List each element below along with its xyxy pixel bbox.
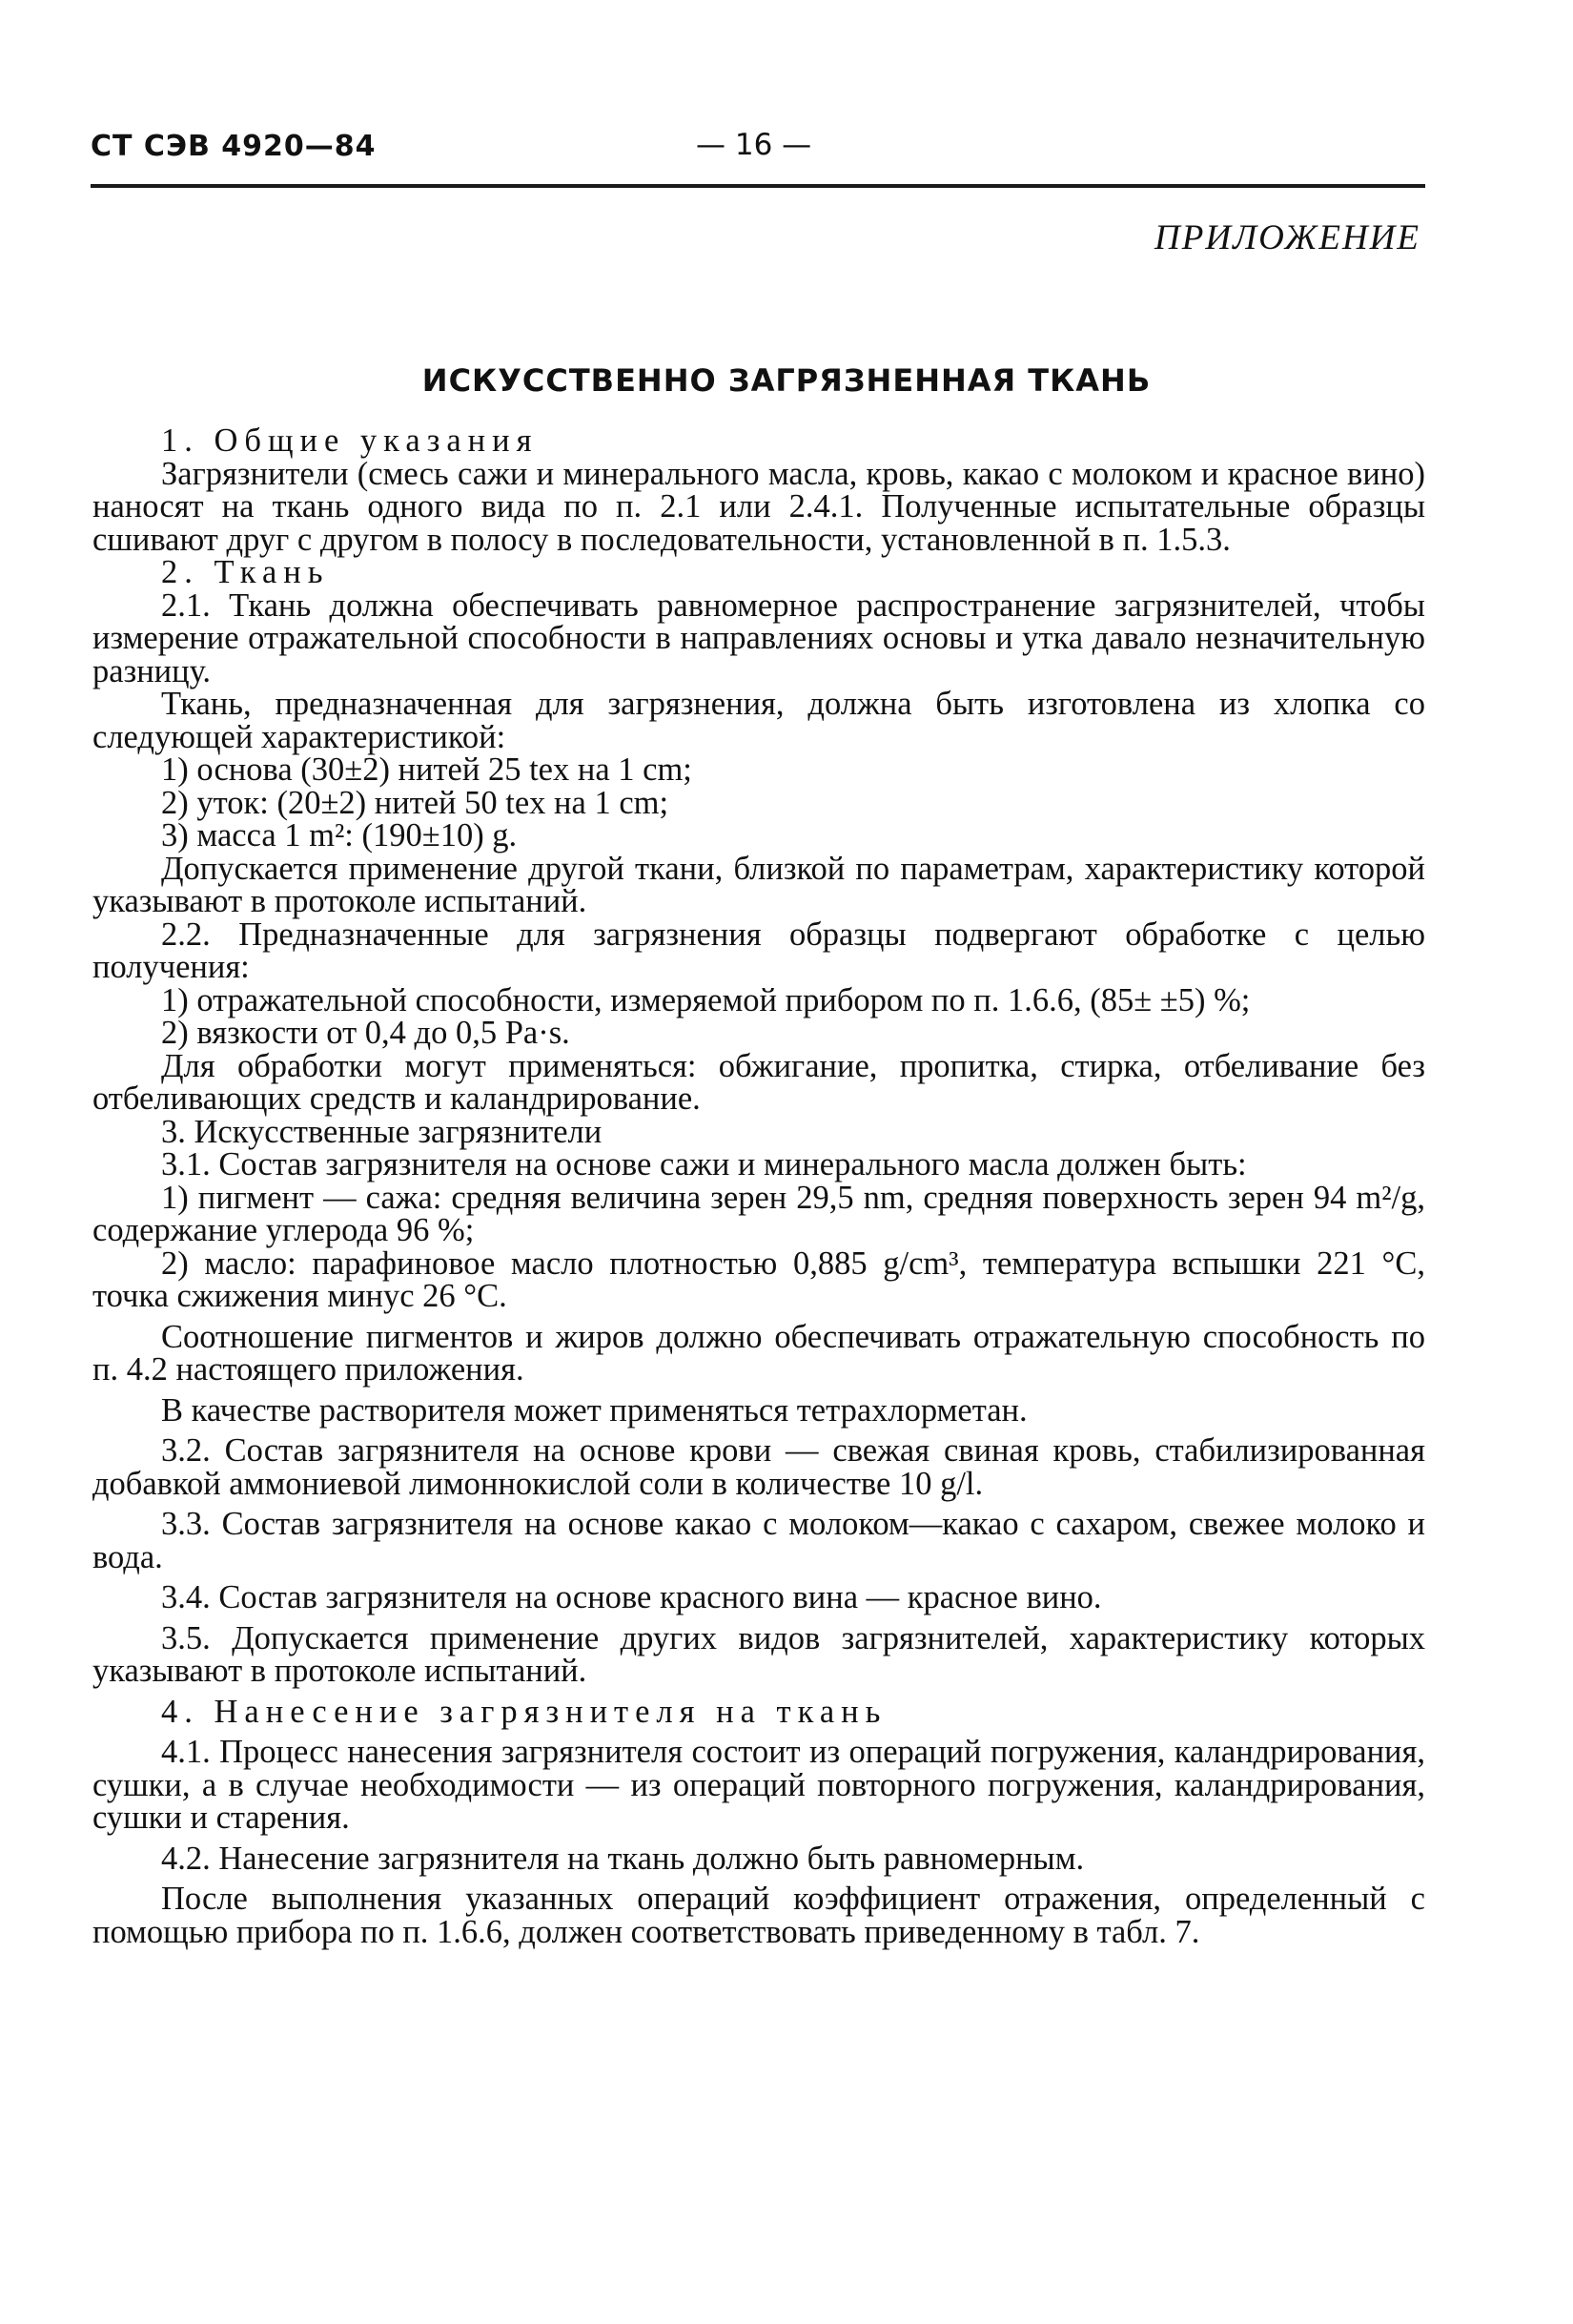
list-item: 1) отражательной способности, измеряемой прибором по п. 1.6.6, (85± ±5) %; (161, 981, 1251, 1018)
paragraph: Соотношение пигментов и жиров должно обеспечивать отражательную способность по п. 4.2 настоящего приложения. (92, 1318, 1425, 1388)
paragraph: 4.2. Нанесение загрязнителя на ткань должно быть равномерным. (161, 1840, 1085, 1877)
list-item: 3) масса 1 m²: (190±10) g. (161, 817, 518, 854)
appendix-label: ПРИЛОЖЕНИЕ (1154, 218, 1420, 257)
paragraph: Загрязнители (смесь сажи и минерального масла, кровь, какао с молоком и красное вино) наносят на ткань одного вида по п. 2.1 или 2.4.1. Полученные испытательные образцы сшивают друг с другом в полосу в последовательности, установленной в п. 1.5.3. (92, 455, 1425, 558)
document-title: ИСКУССТВЕННО ЗАГРЯЗНЕННАЯ ТКАНЬ (421, 362, 1152, 399)
paragraph: 3.4. Состав загрязнителя на основе красного вина — красное вино. (161, 1579, 1102, 1615)
page-number: — 16 — (696, 128, 812, 162)
page-header (91, 126, 1425, 174)
section-heading: 4. Нанесение загрязнителя на ткань (161, 1693, 888, 1730)
paragraph: 3.2. Состав загрязнителя на основе крови — свежая свиная кровь, стабилизированная добавкой аммониевой лимоннокислой соли в количестве 10 g/l. (92, 1432, 1425, 1502)
standard-code: СТ СЭВ 4920—84 (91, 130, 377, 163)
paragraph: 2.1. Ткань должна обеспечивать равномерное распространение загрязнителей, чтобы измерение отражательной способности в направлениях основы и утка давало незначительную разницу. (92, 586, 1425, 689)
document-body (92, 424, 1425, 1948)
paragraph: 2.2. Предназначенные для загрязнения образцы подвергают обработке с целью получения: (92, 915, 1425, 985)
paragraph: 3.3. Состав загрязнителя на основе какао с молоком—какао с сахаром, свежее молоко и вода. (92, 1506, 1425, 1575)
section-heading: 3. Искусственные загрязнители (161, 1113, 603, 1150)
section-heading: 2. Ткань (161, 554, 330, 590)
list-item: 2) уток: (20±2) нитей 50 tex на 1 cm; (161, 784, 669, 821)
paragraph: После выполнения указанных операций коэффициент отражения, определенный с помощью прибора по п. 1.6.6, должен соответствовать приведенному в табл. 7. (92, 1881, 1425, 1950)
paragraph: Допускается применение другой ткани, близкой по параметрам, характеристику которой указывают в протоколе испытаний. (92, 850, 1425, 919)
header-rule (91, 184, 1425, 188)
paragraph: 4.1. Процесс нанесения загрязнителя состоит из операций погружения, каландрирования, сушки, а в случае необходимости — из операций повторного погружения, каландрирования, сушки и старения. (92, 1734, 1425, 1836)
list-item: 1) пигмент — сажа: средняя величина зерен 29,5 nm, средняя поверхность зерен 94 m²/g, содержание углерода 96 %; (92, 1179, 1425, 1248)
paragraph: Ткань, предназначенная для загрязнения, должна быть изготовлена из хлопка со следующей характеристикой: (92, 686, 1425, 755)
paragraph: В качестве растворителя может применяться тетрахлорметан. (161, 1391, 1028, 1429)
paragraph: 3.5. Допускается применение других видов загрязнителей, характеристику которых указывают в протоколе испытаний. (92, 1619, 1425, 1689)
paragraph: 3.1. Состав загрязнителя на основе сажи и минерального масла должен быть: (161, 1146, 1247, 1183)
list-item: 2) вязкости от 0,4 до 0,5 Pa·s. (161, 1015, 570, 1051)
list-item: 1) основа (30±2) нитей 25 tex на 1 cm; (161, 751, 692, 788)
section-heading: 1. Общие указания (161, 422, 539, 459)
paragraph: Для обработки могут применяться: обжигание, пропитка, стирка, отбеливание без отбеливающих средств и каландрирование. (92, 1047, 1425, 1117)
list-item: 2) масло: парафиновое масло плотностью 0,885 g/cm³, температура вспышки 221 °C, точка сжижения минус 26 °C. (92, 1244, 1425, 1314)
